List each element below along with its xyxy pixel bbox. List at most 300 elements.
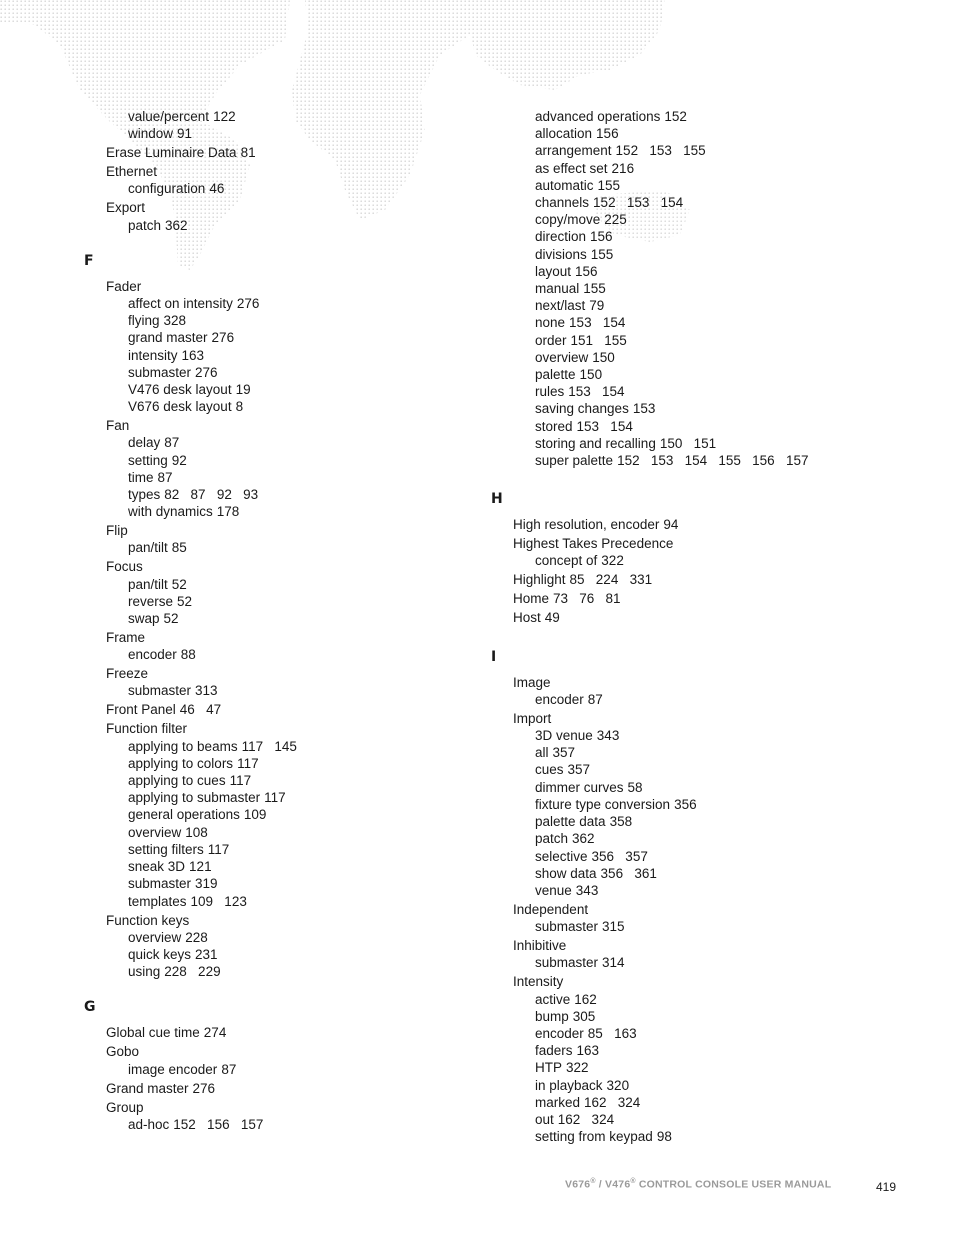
index-page-refs: 87: [164, 435, 180, 451]
index-page-refs: 122: [213, 109, 236, 124]
index-subentry: [84, 593, 464, 610]
index-term: Function keys: [106, 912, 190, 928]
index-entry: [84, 665, 464, 682]
index-subentry: [491, 796, 891, 813]
page-number: 419: [876, 1180, 897, 1194]
index-term: manual: [535, 281, 580, 297]
index-entry: [84, 1080, 464, 1097]
index-term: order: [535, 332, 567, 348]
index-term: in playback: [535, 1077, 603, 1093]
index-page-refs: 88: [180, 647, 196, 663]
index-page-refs: 155: [590, 246, 614, 262]
index-page-refs: 52: [163, 611, 179, 627]
index-subentry: [491, 366, 891, 383]
index-subentry: [84, 312, 464, 329]
index-term: applying to beams: [128, 738, 238, 754]
index-page-refs: 19: [235, 382, 251, 398]
index-entry: [84, 1099, 464, 1116]
index-term: Frame: [106, 630, 146, 646]
index-subentry: [84, 217, 464, 234]
index-page-refs: 79: [589, 298, 605, 314]
index-entry: [491, 609, 891, 626]
index-page-refs: 152 156 157: [173, 1116, 264, 1132]
index-term: V476 desk layout: [128, 382, 232, 398]
index-entry: [84, 522, 464, 539]
index-page-refs: 155: [597, 177, 621, 193]
index-subentry: [491, 991, 891, 1008]
index-entry: [491, 516, 891, 533]
index-subentry: [491, 1094, 891, 1111]
index-subentry: [491, 848, 891, 865]
index-term: applying to colors: [128, 755, 234, 771]
index-page-refs: 313: [195, 683, 218, 699]
index-page-refs: 276: [195, 364, 218, 380]
index-page-refs: 153: [632, 401, 656, 417]
index-subentry: [491, 1025, 891, 1042]
index-subentry: [84, 824, 464, 841]
index-subentry: [84, 893, 464, 910]
index-term: palette: [535, 367, 576, 383]
index-page-refs: 276: [236, 296, 260, 312]
index-term: Erase Luminaire Data: [106, 145, 237, 161]
index-subentry: [84, 125, 464, 142]
index-term: divisions: [535, 246, 587, 262]
index-page-refs: 225: [604, 212, 627, 228]
index-page-refs: 52: [177, 593, 193, 609]
index-term: submaster: [128, 683, 192, 699]
index-subentry: [84, 755, 464, 772]
index-term: Ethernet: [106, 164, 158, 180]
index-page-refs: 328: [163, 313, 187, 329]
index-subentry: [491, 813, 891, 830]
index-page-refs: 163: [576, 1043, 600, 1059]
index-page-refs: 117: [237, 755, 259, 771]
index-term: V676 desk layout: [128, 399, 232, 415]
index-page-refs: 356 361: [600, 865, 657, 881]
index-entry: [84, 1024, 464, 1041]
index-page-refs: 153 154: [569, 315, 626, 331]
index-page-refs: 322: [601, 553, 624, 569]
index-page-refs: 85 163: [587, 1025, 637, 1041]
index-subentry: [491, 418, 891, 435]
index-subentry: [84, 1061, 464, 1078]
index-term: grand master: [128, 330, 208, 346]
index-page-refs: 153 154: [568, 384, 625, 400]
index-term: Grand master: [106, 1080, 189, 1096]
index-term: arrangement: [535, 143, 612, 159]
index-subentry: [491, 865, 891, 882]
index-entry: [491, 535, 891, 552]
index-subentry: [491, 1042, 891, 1059]
index-term: overview: [128, 929, 182, 945]
index-term: channels: [535, 195, 590, 211]
index-subentry: [84, 789, 464, 806]
index-subentry: [491, 211, 891, 228]
index-term: venue: [535, 882, 572, 898]
index-page-refs: 46 47: [179, 702, 222, 718]
index-subentry: [491, 246, 891, 263]
index-subentry: [84, 452, 464, 469]
index-term: swap: [128, 611, 160, 627]
footer-separator: /: [595, 1178, 606, 1191]
index-page-refs: 121: [189, 859, 212, 875]
index-term: types: [128, 487, 161, 503]
index-term: applying to submaster: [128, 790, 261, 806]
index-page-refs: 46: [209, 181, 225, 197]
index-page-refs: 178: [216, 504, 240, 520]
index-term: submaster: [535, 955, 599, 971]
index-term: configuration: [128, 181, 206, 197]
index-term: 3D venue: [535, 728, 593, 744]
index-page-refs: 276: [211, 330, 235, 346]
index-page-refs: 231: [195, 946, 218, 962]
index-page-refs: 87: [157, 469, 173, 485]
index-term: advanced operations: [535, 109, 661, 124]
index-page-refs: 356: [674, 796, 697, 812]
index-page-refs: 92: [171, 452, 187, 468]
index-subentry: [491, 1059, 891, 1076]
index-page-refs: 274: [203, 1025, 227, 1041]
index-entry: [491, 590, 891, 607]
index-term: pan/tilt: [128, 576, 168, 592]
index-term: next/last: [535, 298, 586, 314]
index-subentry: [84, 347, 464, 364]
index-subentry: [491, 297, 891, 314]
index-subentry: [491, 263, 891, 280]
index-term: HTP: [535, 1060, 562, 1076]
index-page-refs: 150 151: [659, 435, 717, 451]
index-subentry: [491, 761, 891, 778]
index-term: cues: [535, 762, 564, 778]
index-page-refs: 117: [207, 841, 230, 857]
index-term: super palette: [535, 453, 614, 469]
index-subentry: [84, 295, 464, 312]
index-page-refs: 162 324: [584, 1094, 641, 1110]
index-subentry: [491, 125, 891, 142]
index-subentry: [84, 806, 464, 823]
index-subentry: [84, 398, 464, 415]
index-term: Export: [106, 200, 146, 216]
index-subentry: [84, 963, 464, 980]
index-entry: [84, 912, 464, 929]
index-page-refs: 322: [566, 1060, 589, 1076]
index-subentry: [491, 954, 891, 971]
index-term: submaster: [128, 364, 192, 380]
index-page-refs: 156: [596, 126, 619, 142]
index-page-refs: 319: [195, 876, 218, 892]
index-page-refs: 152 153 154: [593, 195, 684, 211]
index-subentry: [84, 180, 464, 197]
index-term: affect on intensity: [128, 296, 233, 312]
index-term: palette data: [535, 814, 606, 830]
index-term: selective: [535, 848, 588, 864]
index-subentry: [491, 435, 891, 452]
index-subentry: [84, 329, 464, 346]
index-page-refs: 343: [596, 728, 620, 744]
index-term: Highest Takes Precedence: [513, 536, 674, 552]
index-term: allocation: [535, 126, 593, 142]
index-page-refs: 117: [264, 790, 286, 806]
index-term: show data: [535, 865, 597, 881]
index-page-refs: 52: [171, 576, 187, 592]
index-term: encoder: [535, 691, 584, 707]
index-page-refs: 228: [185, 929, 208, 945]
index-term: storing and recalling: [535, 435, 656, 451]
index-subentry: [491, 779, 891, 796]
index-term: applying to cues: [128, 773, 226, 789]
index-subentry: [491, 691, 891, 708]
index-page-refs: 162 324: [557, 1111, 615, 1127]
index-subentry: [491, 314, 891, 331]
index-term: reverse: [128, 593, 174, 609]
index-term: Fan: [106, 418, 130, 434]
index-term: sneak 3D: [128, 859, 186, 875]
index-page-refs: 58: [627, 779, 643, 795]
index-term: Independent: [513, 901, 589, 917]
index-page-refs: 150: [592, 349, 615, 365]
index-subentry: [491, 160, 891, 177]
index-entry: [84, 629, 464, 646]
index-term: concept of: [535, 553, 598, 569]
index-entry: [84, 720, 464, 737]
section-letter-heading: I: [491, 648, 497, 665]
index-subentry: [84, 858, 464, 875]
index-page-refs: 87: [587, 691, 603, 707]
index-page-refs: 85 224 331: [569, 572, 653, 588]
index-page-refs: 156: [590, 229, 613, 245]
index-term: intensity: [128, 347, 178, 363]
index-term: bump: [535, 1008, 569, 1024]
index-term: setting from keypad: [535, 1129, 653, 1145]
index-term: as effect set: [535, 160, 608, 176]
index-subentry: [84, 682, 464, 699]
index-entry: [84, 163, 464, 180]
index-page-refs: 109 123: [190, 893, 247, 909]
index-term: submaster: [535, 919, 599, 935]
index-subentry: [84, 364, 464, 381]
index-subentry: [491, 744, 891, 761]
index-subentry: [491, 918, 891, 935]
index-term: saving changes: [535, 401, 629, 417]
index-subentry: [491, 1077, 891, 1094]
index-page-refs: 362: [165, 217, 188, 233]
index-term: using: [128, 964, 161, 980]
index-page-refs: 151 155: [570, 332, 627, 348]
index-term: all: [535, 745, 549, 761]
index-page-refs: 49: [544, 610, 560, 626]
index-page-refs: 109: [243, 807, 267, 823]
index-term: Fader: [106, 278, 142, 294]
index-subentry: [84, 469, 464, 486]
index-page-refs: 228 229: [164, 964, 221, 980]
index-subentry: [491, 194, 891, 211]
index-subentry: [84, 841, 464, 858]
index-entry: [491, 571, 891, 588]
footer-registered-mark-a: ®: [590, 1178, 596, 1185]
index-term: time: [128, 469, 154, 485]
index-page-refs: 150: [579, 367, 603, 383]
index-term: Focus: [106, 559, 143, 575]
index-subentry: [491, 1128, 891, 1145]
index-subentry: [491, 727, 891, 744]
index-subentry: [84, 539, 464, 556]
index-subentry: [491, 830, 891, 847]
footer-manual-title: [565, 1178, 895, 1196]
footer-registered-mark-b: ®: [630, 1178, 636, 1185]
index-term: overview: [535, 349, 589, 365]
index-page-refs: 152: [664, 109, 687, 124]
index-term: with dynamics: [128, 504, 213, 520]
index-page-refs: 91: [177, 126, 193, 142]
index-page-refs: 108: [185, 824, 208, 840]
index-page-refs: 155: [583, 281, 606, 297]
index-page-refs: 117 145: [241, 738, 297, 754]
index-term: High resolution, encoder: [513, 517, 660, 533]
index-term: automatic: [535, 177, 594, 193]
index-page-refs: 152 153 155: [615, 143, 706, 159]
index-page-refs: 162: [574, 991, 597, 1007]
index-term: none: [535, 315, 566, 331]
index-term: marked: [535, 1094, 581, 1110]
index-page-refs: 85: [171, 540, 187, 556]
index-subentry: [84, 381, 464, 398]
index-term: Inhibitive: [513, 938, 567, 954]
index-term: stored: [535, 418, 573, 434]
index-page-refs: 117: [229, 773, 252, 789]
index-term: out: [535, 1111, 554, 1127]
index-term: submaster: [128, 876, 192, 892]
index-subentry: [491, 882, 891, 899]
index-term: Global cue time: [106, 1025, 200, 1041]
index-page-refs: 81: [240, 145, 256, 161]
index-term: Image: [513, 674, 551, 690]
index-term: Function filter: [106, 721, 188, 737]
index-subentry: [84, 929, 464, 946]
index-subentry: [491, 400, 891, 417]
index-term: overview: [128, 824, 182, 840]
index-page-refs: 8: [235, 399, 244, 415]
index-term: layout: [535, 263, 572, 279]
index-page-refs: 163: [181, 347, 205, 363]
index-term: window: [128, 126, 174, 142]
index-term: copy/move: [535, 212, 601, 228]
index-page-refs: 152 153 154 155 156 157: [617, 453, 809, 469]
index-entry: [84, 144, 464, 161]
index-term: encoder: [128, 647, 177, 663]
index-term: dimmer curves: [535, 779, 624, 795]
index-page-refs: 357: [552, 745, 576, 761]
index-term: Group: [106, 1099, 144, 1115]
index-entry: [491, 937, 891, 954]
index-subentry: [491, 228, 891, 245]
index-term: setting filters: [128, 841, 204, 857]
footer-model-b: V476: [605, 1178, 631, 1191]
index-term: delay: [128, 435, 161, 451]
index-entry: [84, 701, 464, 718]
index-subentry: [84, 503, 464, 520]
index-term: Import: [513, 710, 552, 726]
index-page-refs: 153 154: [576, 418, 633, 434]
index-page-refs: 276: [192, 1080, 216, 1096]
index-entry: [84, 278, 464, 295]
index-entry: [491, 901, 891, 918]
index-page-refs: 314: [602, 955, 625, 971]
index-term: direction: [535, 229, 587, 245]
index-page-refs: 156: [575, 263, 598, 279]
index-term: fixture type conversion: [535, 796, 671, 812]
index-term: patch: [128, 217, 162, 233]
index-page-refs: 356 357: [591, 848, 648, 864]
index-subentry: [491, 383, 891, 400]
index-page-refs: 315: [602, 919, 625, 935]
index-term: quick keys: [128, 946, 192, 962]
index-subentry: [84, 646, 464, 663]
index-page-refs: 73 76 81: [553, 591, 621, 607]
index-subentry: [84, 772, 464, 789]
section-letter-heading: H: [491, 491, 503, 508]
index-page-refs: 357: [567, 762, 591, 778]
index-term: general operations: [128, 807, 240, 823]
index-subentry: [84, 1116, 464, 1133]
index-subentry: [84, 486, 464, 503]
index-page-refs: 358: [609, 814, 633, 830]
map-dots-asia: [470, 0, 665, 90]
index-subentry: [491, 332, 891, 349]
index-entry: [84, 417, 464, 434]
index-term: Intensity: [513, 974, 564, 990]
index-subentry: [84, 576, 464, 593]
index-term: setting: [128, 452, 168, 468]
index-entry: [84, 199, 464, 216]
index-term: rules: [535, 384, 565, 400]
index-entry: [491, 973, 891, 990]
index-page-refs: 87: [221, 1061, 237, 1077]
index-page-refs: 320: [606, 1077, 630, 1093]
index-subentry: [491, 280, 891, 297]
index-term: Host: [513, 610, 541, 626]
index-subentry: [84, 738, 464, 755]
index-subentry: [491, 177, 891, 194]
index-page-refs: 216: [611, 160, 635, 176]
index-term: Freeze: [106, 666, 149, 682]
index-subentry: [491, 349, 891, 366]
index-term: ad-hoc: [128, 1116, 170, 1132]
section-letter-heading: G: [84, 999, 96, 1016]
index-term: flying: [128, 313, 160, 329]
index-column-left: [84, 108, 464, 1133]
index-subentry: [84, 875, 464, 892]
index-entry: [84, 558, 464, 575]
index-page-refs: 98: [656, 1129, 672, 1145]
footer-model-a: V676: [565, 1178, 591, 1191]
index-term: active: [535, 991, 571, 1007]
index-term: Flip: [106, 523, 128, 539]
index-subentry: [491, 108, 891, 125]
index-entry: [491, 674, 891, 691]
index-page-refs: 82 87 92 93: [164, 487, 259, 503]
index-term: Front Panel: [106, 702, 176, 718]
index-term: value/percent: [128, 109, 210, 124]
index-subentry: [84, 610, 464, 627]
index-page-refs: 343: [575, 882, 599, 898]
index-subentry: [491, 1008, 891, 1025]
index-page-refs: 94: [663, 517, 679, 533]
index-term: Gobo: [106, 1044, 140, 1060]
index-subentry: [491, 552, 891, 569]
index-subentry: [84, 434, 464, 451]
index-subentry: [84, 108, 464, 125]
index-entry: [84, 1043, 464, 1060]
